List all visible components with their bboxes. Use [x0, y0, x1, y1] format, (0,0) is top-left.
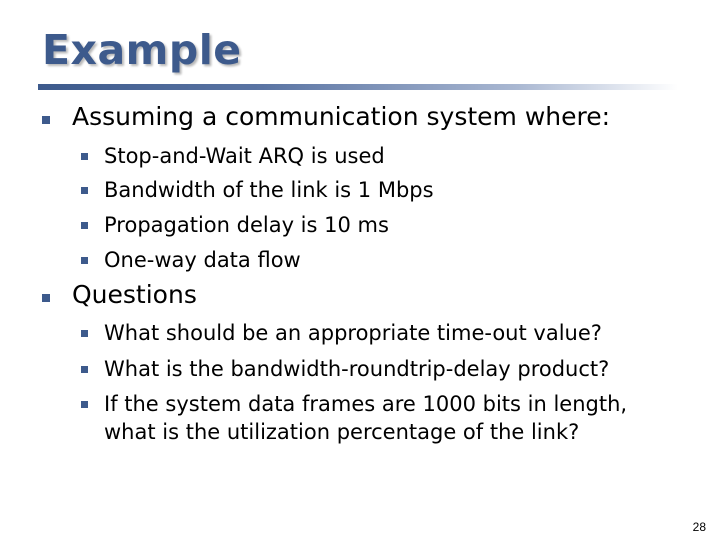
list-item: Propagation delay is 10 ms [104, 213, 389, 237]
list-item: Bandwidth of the link is 1 Mbps [104, 178, 434, 202]
section-heading-assumptions: Assuming a communication system where: [72, 102, 611, 131]
title-underline [38, 84, 678, 90]
bullet-square-icon [81, 401, 88, 408]
list-item: What should be an appropriate time-out value? [104, 321, 602, 345]
list-item: What is the bandwidth-roundtrip-delay product? [104, 357, 610, 381]
list-item-continuation: what is the utilization percentage of the link? [104, 420, 580, 444]
section-heading-questions: Questions [72, 280, 197, 309]
bullet-square-icon [81, 257, 88, 264]
list-item: Stop-and-Wait ARQ is used [104, 144, 385, 168]
page-number: 28 [692, 520, 706, 534]
bullet-square-icon [42, 116, 50, 124]
list-item: One-way data flow [104, 248, 301, 272]
slide-title: Example [42, 26, 242, 74]
bullet-square-icon [42, 294, 50, 302]
bullet-square-icon [81, 330, 88, 337]
bullet-square-icon [81, 187, 88, 194]
bullet-square-icon [81, 222, 88, 229]
list-item: If the system data frames are 1000 bits in length, [104, 392, 628, 416]
bullet-square-icon [81, 366, 88, 373]
bullet-square-icon [81, 153, 88, 160]
